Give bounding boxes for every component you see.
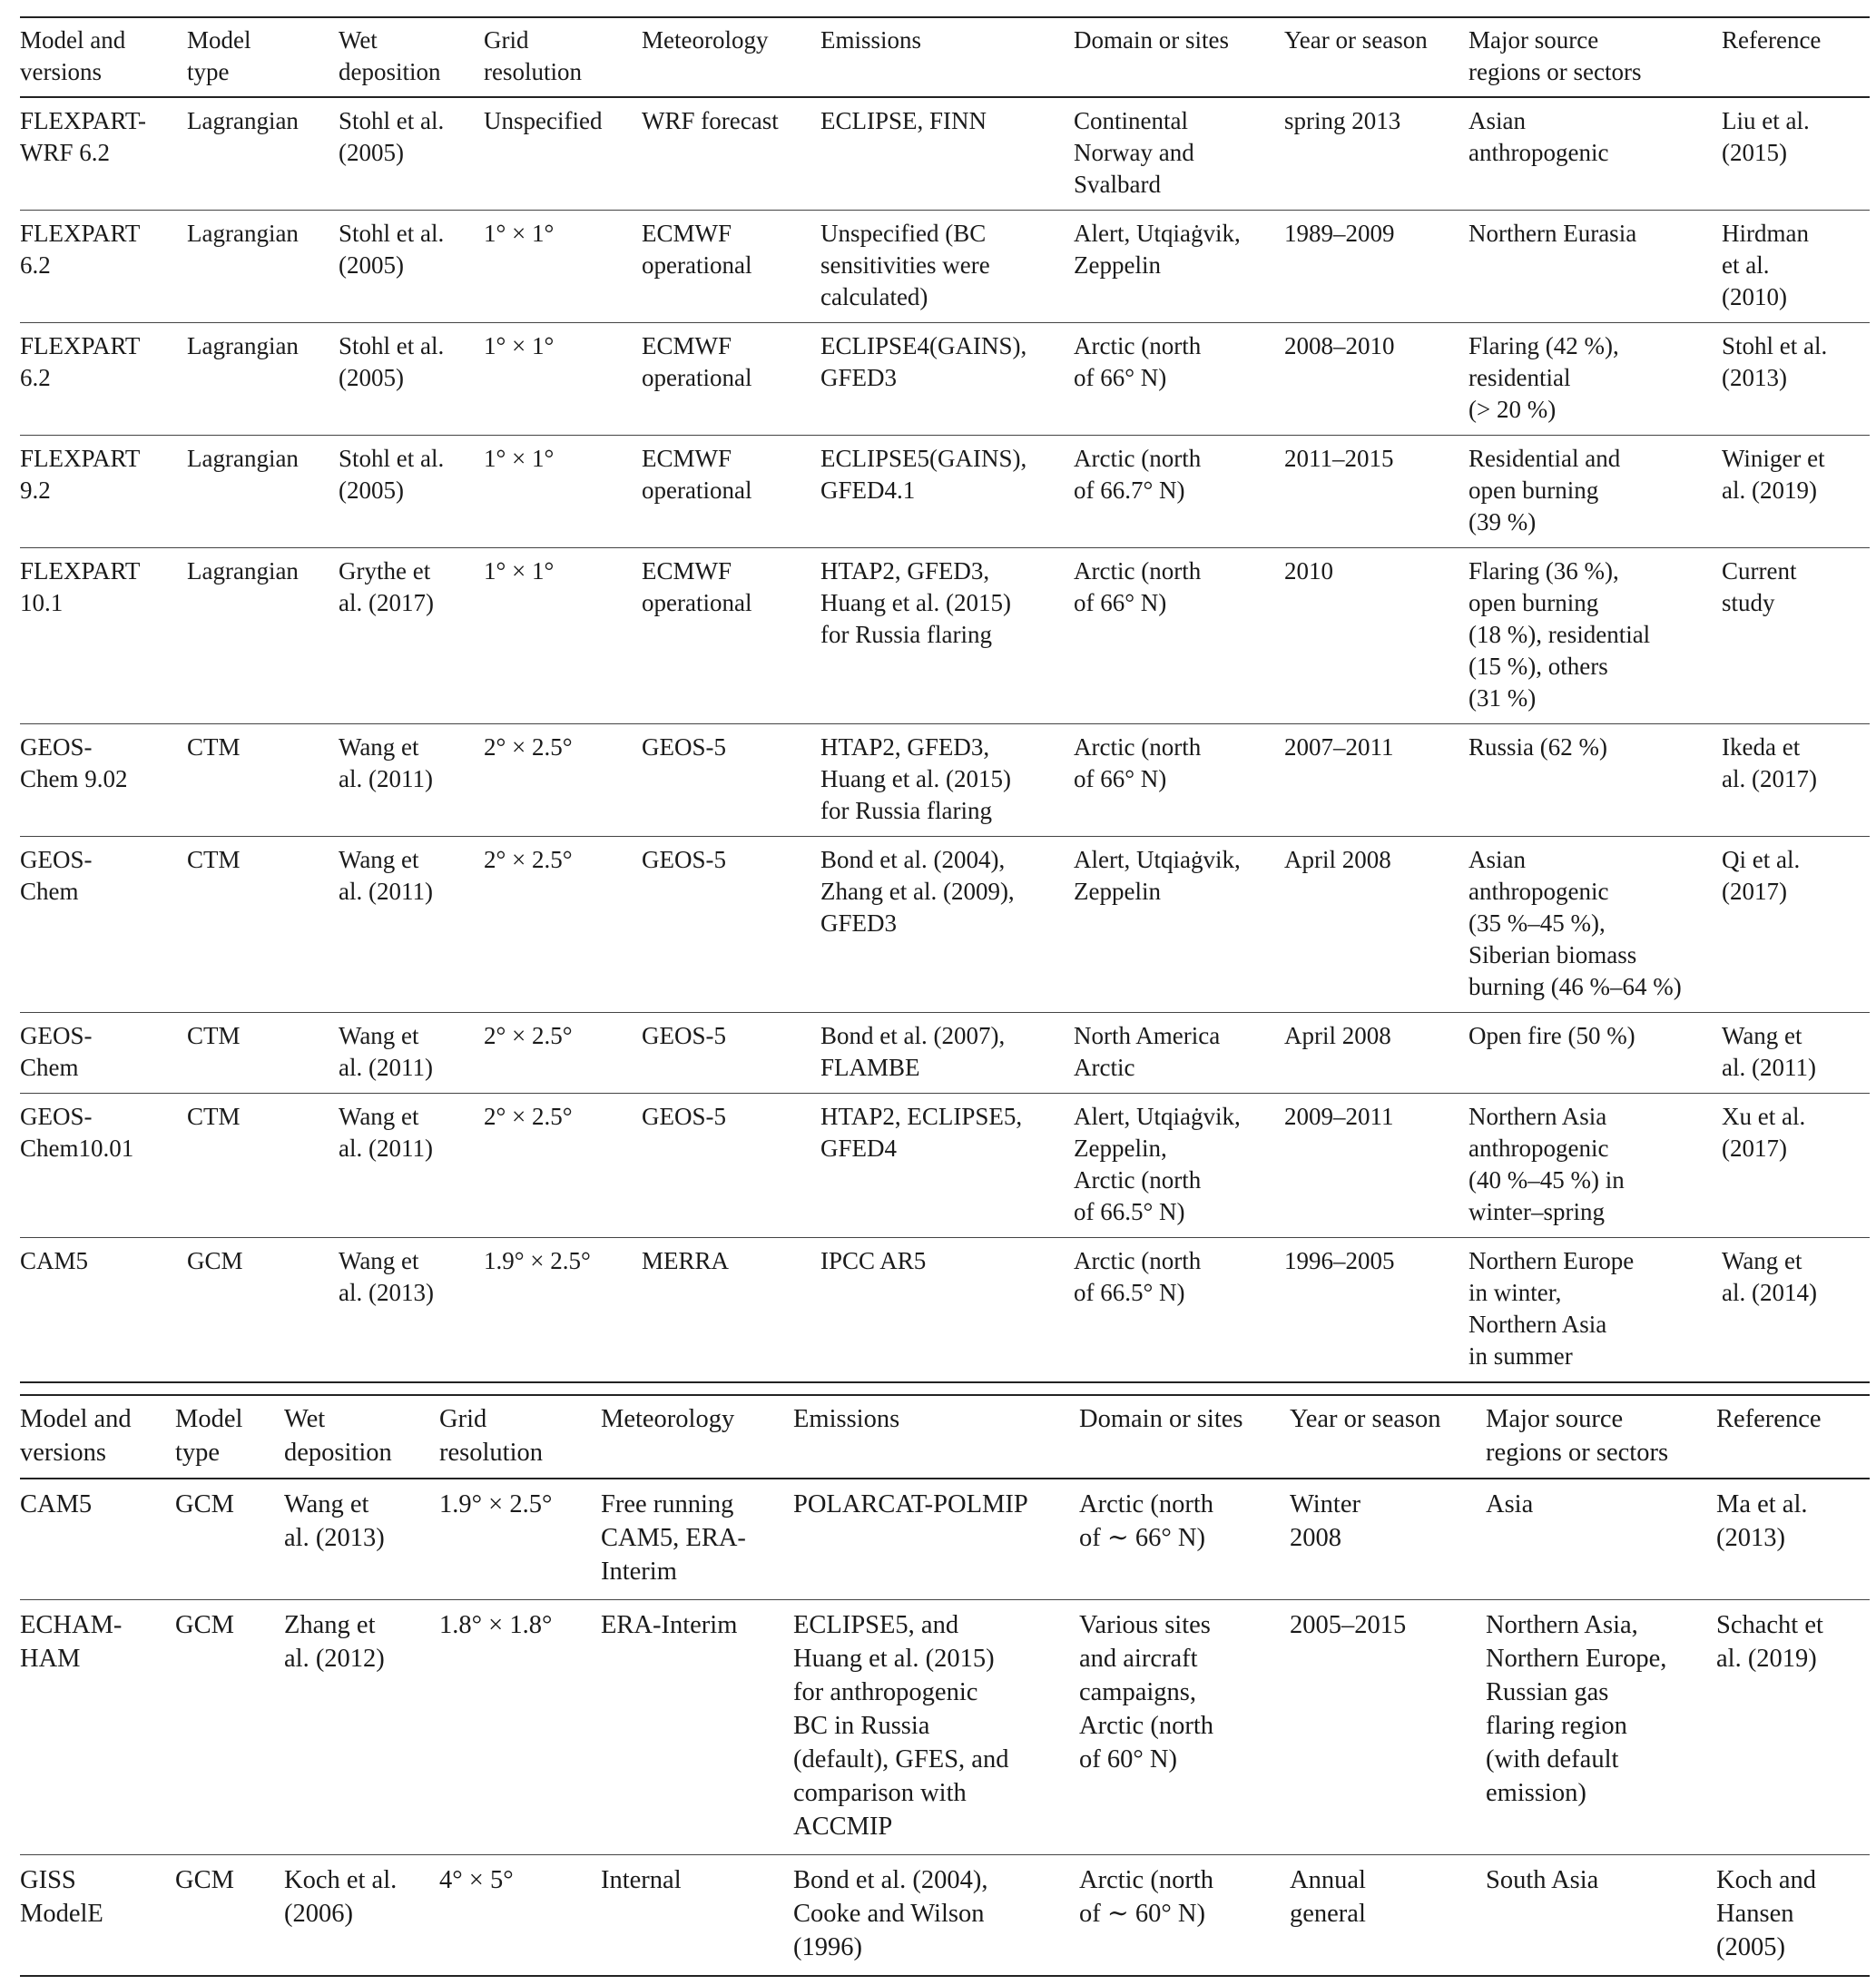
column-header-reference: Reference [1722, 26, 1822, 54]
column-header-sources: Major source regions or sectors [1468, 26, 1642, 85]
table-cell: 4° × 5° [439, 1866, 514, 1894]
table-cell: Schacht et al. (2019) [1716, 1611, 1823, 1673]
table-cell: Ma et al. (2013) [1716, 1490, 1808, 1552]
table-row [20, 1855, 1870, 1977]
table-cell: Winiger et al. (2019) [1722, 445, 1825, 504]
column-header-wet-deposition: Wet deposition [339, 26, 441, 85]
table-cell: Wang et al. (2013) [339, 1247, 434, 1306]
table-cell: GEOS-5 [642, 1022, 726, 1049]
table-cell: Winter 2008 [1290, 1490, 1360, 1552]
table-cell: Arctic (north of 66° N) [1074, 332, 1202, 391]
table-header-row [20, 1395, 1870, 1479]
model-comparison-table-part-2 [20, 1394, 1870, 1977]
table-row [20, 211, 1870, 323]
table-cell: Arctic (north of ∼ 66° N) [1079, 1490, 1213, 1552]
table-cell: Ikeda et al. (2017) [1722, 733, 1817, 792]
table-cell: Asia [1486, 1490, 1534, 1518]
column-header-emissions: Emissions [820, 26, 922, 54]
table-cell: 1° × 1° [484, 332, 555, 359]
table-cell: HTAP2, GFED3, Huang et al. (2015) for Russia flaring [820, 733, 1011, 824]
table-cell: 2008–2010 [1284, 332, 1395, 359]
table-cell: Wang et al. (2011) [339, 1103, 433, 1162]
column-header-model-type: Model type [175, 1405, 243, 1467]
table-cell: GCM [175, 1611, 234, 1639]
table-cell: ECMWF operational [642, 220, 752, 279]
table-cell: Wang et al. (2011) [339, 1022, 433, 1081]
column-header-wet-deposition: Wet deposition [284, 1405, 392, 1467]
table-cell: CTM [187, 1022, 241, 1049]
column-header-meteorology: Meteorology [642, 26, 769, 54]
table-cell: Northern Europe in winter, Northern Asia in summer [1468, 1247, 1635, 1370]
table-cell: Current study [1722, 557, 1797, 616]
table-cell: Koch and Hansen (2005) [1716, 1866, 1817, 1961]
table-cell: CTM [187, 733, 241, 761]
table-cell: Wang et al. (2013) [284, 1490, 385, 1552]
column-header-domain: Domain or sites [1079, 1405, 1243, 1433]
table-row [20, 724, 1870, 837]
table-cell: GEOS-5 [642, 733, 726, 761]
table-cell: Alert, Utqiaġvik, Zeppelin [1074, 846, 1241, 905]
table-cell: April 2008 [1284, 1022, 1391, 1049]
table-cell: Flaring (42 %), residential (> 20 %) [1468, 332, 1619, 423]
table-cell: GEOS- Chem [20, 1022, 93, 1081]
column-header-model: Model and versions [20, 1405, 132, 1467]
column-header-emissions: Emissions [793, 1405, 900, 1433]
table-cell: April 2008 [1284, 846, 1391, 873]
table-cell: Annual general [1290, 1866, 1366, 1928]
table-cell: Residential and open burning (39 %) [1468, 445, 1621, 536]
table-cell: 2005–2015 [1290, 1611, 1407, 1639]
table-cell: Alert, Utqiaġvik, Zeppelin, Arctic (north of 66.5° N) [1074, 1103, 1241, 1225]
table-cell: Stohl et al. (2005) [339, 332, 445, 391]
table-cell: Unspecified (BC sensitivities were calculated) [820, 220, 990, 310]
column-header-domain: Domain or sites [1074, 26, 1229, 54]
table-cell: GISS ModelE [20, 1866, 103, 1928]
table-cell: 1996–2005 [1284, 1247, 1395, 1274]
table-cell: 1° × 1° [484, 220, 555, 247]
table-cell: GEOS- Chem [20, 846, 93, 905]
table-cell: CAM5 [20, 1490, 93, 1518]
table-cell: FLEXPART 6.2 [20, 220, 141, 279]
table-cell: Stohl et al. (2005) [339, 220, 445, 279]
table-cell: FLEXPART 6.2 [20, 332, 141, 391]
column-header-meteorology: Meteorology [601, 1405, 735, 1433]
table-row [20, 837, 1870, 1013]
table-cell: Wang et al. (2011) [339, 733, 433, 792]
table-cell: Flaring (36 %), open burning (18 %), residential (15 %), others (31 %) [1468, 557, 1651, 712]
table-header-row [20, 17, 1870, 97]
table-cell: Free running CAM5, ERA- Interim [601, 1490, 746, 1586]
table-cell: ECLIPSE5(GAINS), GFED4.1 [820, 445, 1027, 504]
table-cell: FLEXPART- WRF 6.2 [20, 107, 146, 166]
table-cell: spring 2013 [1284, 107, 1401, 134]
model-comparison-table-part-1 [20, 16, 1870, 1383]
table-cell: Stohl et al. (2005) [339, 445, 445, 504]
table-cell: GEOS-5 [642, 846, 726, 873]
table-cell: CTM [187, 846, 241, 873]
table-cell: ECLIPSE, FINN [820, 107, 987, 134]
table-row [20, 548, 1870, 724]
table-cell: Open fire (50 %) [1468, 1022, 1635, 1049]
table-cell: 2010 [1284, 557, 1333, 585]
table-cell: 1.9° × 2.5° [484, 1247, 591, 1274]
table-cell: 1° × 1° [484, 557, 555, 585]
table-cell: Arctic (north of 66.5° N) [1074, 1247, 1202, 1306]
table-row [20, 323, 1870, 436]
table-cell: Stohl et al. (2013) [1722, 332, 1828, 391]
table-cell: ERA-Interim [601, 1611, 738, 1639]
table-cell: ECMWF operational [642, 445, 752, 504]
table-row [20, 1600, 1870, 1855]
table-row [20, 97, 1870, 211]
column-header-year: Year or season [1284, 26, 1428, 54]
table-cell: Internal [601, 1866, 682, 1894]
table-cell: Wang et al. (2014) [1722, 1247, 1817, 1306]
table-cell: Northern Asia anthropogenic (40 %–45 %) in winter–spring [1468, 1103, 1625, 1225]
table-cell: Xu et al. (2017) [1722, 1103, 1806, 1162]
column-header-model-type: Model type [187, 26, 251, 85]
table-cell: Bond et al. (2004), Zhang et al. (2009), GFED3 [820, 846, 1015, 937]
table-cell: Wang et al. (2011) [1722, 1022, 1816, 1081]
table-cell: HTAP2, GFED3, Huang et al. (2015) for Russia flaring [820, 557, 1011, 648]
table-cell: Qi et al. (2017) [1722, 846, 1801, 905]
table-row [20, 436, 1870, 548]
table-cell: 2° × 2.5° [484, 1103, 573, 1130]
table-cell: GEOS-5 [642, 1103, 726, 1130]
table-cell: Lagrangian [187, 332, 299, 359]
table-cell: Lagrangian [187, 557, 299, 585]
table-row [20, 1238, 1870, 1383]
column-header-grid-resolution: Grid resolution [439, 1405, 543, 1467]
table-cell: 2009–2011 [1284, 1103, 1394, 1130]
table-cell: 1.9° × 2.5° [439, 1490, 553, 1518]
table-cell: 2011–2015 [1284, 445, 1394, 472]
column-header-reference: Reference [1716, 1405, 1822, 1433]
table-cell: Lagrangian [187, 220, 299, 247]
table-row [20, 1479, 1870, 1600]
table-cell: 1989–2009 [1284, 220, 1395, 247]
table-cell: 2° × 2.5° [484, 1022, 573, 1049]
table-cell: CAM5 [20, 1247, 89, 1274]
table-cell: GCM [187, 1247, 243, 1274]
table-cell: FLEXPART 9.2 [20, 445, 141, 504]
table-cell: Hirdman et al. (2010) [1722, 220, 1809, 310]
table-cell: ECMWF operational [642, 557, 752, 616]
table-cell: Arctic (north of ∼ 60° N) [1079, 1866, 1213, 1928]
table-cell: Grythe et al. (2017) [339, 557, 434, 616]
table-cell: Bond et al. (2004), Cooke and Wilson (1996) [793, 1866, 988, 1961]
table-cell: Lagrangian [187, 107, 299, 134]
table-cell: 2007–2011 [1284, 733, 1394, 761]
table-cell: Koch et al. (2006) [284, 1866, 398, 1928]
table-cell: South Asia [1486, 1866, 1599, 1894]
table-cell: HTAP2, ECLIPSE5, GFED4 [820, 1103, 1023, 1162]
table-cell: Unspecified [484, 107, 603, 134]
table-row [20, 1013, 1870, 1094]
table-cell: GCM [175, 1490, 234, 1518]
column-header-grid-resolution: Grid resolution [484, 26, 582, 85]
table-cell: GCM [175, 1866, 234, 1894]
table-cell: Northern Asia, Northern Europe, Russian gas flaring region (with default emission) [1486, 1611, 1667, 1807]
table-cell: Wang et al. (2011) [339, 846, 433, 905]
table-cell: WRF forecast [642, 107, 779, 134]
table-cell: ECMWF operational [642, 332, 752, 391]
table-cell: GEOS- Chem10.01 [20, 1103, 134, 1162]
table-cell: Russia (62 %) [1468, 733, 1607, 761]
table-cell: ECLIPSE4(GAINS), GFED3 [820, 332, 1027, 391]
table-cell: Northern Eurasia [1468, 220, 1637, 247]
table-row [20, 1094, 1870, 1238]
table-cell: Arctic (north of 66° N) [1074, 733, 1202, 792]
table-cell: Arctic (north of 66° N) [1074, 557, 1202, 616]
table-cell: Stohl et al. (2005) [339, 107, 445, 166]
table-cell: Alert, Utqiaġvik, Zeppelin [1074, 220, 1241, 279]
table-cell: 1° × 1° [484, 445, 555, 472]
table-cell: POLARCAT-POLMIP [793, 1490, 1028, 1518]
table-cell: 2° × 2.5° [484, 733, 573, 761]
table-cell: North America Arctic [1074, 1022, 1221, 1081]
table-cell: Asian anthropogenic (35 %–45 %), Siberian biomass burning (46 %–64 %) [1468, 846, 1682, 1000]
table-cell: MERRA [642, 1247, 730, 1274]
table-cell: 1.8° × 1.8° [439, 1611, 553, 1639]
table-cell: ECLIPSE5, and Huang et al. (2015) for anthropogenic BC in Russia (default), GFES, and comparison with ACCMIP [793, 1611, 1009, 1841]
table-cell: Liu et al. (2015) [1722, 107, 1810, 166]
table-cell: Lagrangian [187, 445, 299, 472]
table-cell: GEOS- Chem 9.02 [20, 733, 128, 792]
table-cell: Bond et al. (2007), FLAMBE [820, 1022, 1006, 1081]
table-cell: 2° × 2.5° [484, 846, 573, 873]
table-cell: Arctic (north of 66.7° N) [1074, 445, 1202, 504]
table-cell: Continental Norway and Svalbard [1074, 107, 1194, 198]
column-header-model: Model and versions [20, 26, 126, 85]
table-cell: FLEXPART 10.1 [20, 557, 141, 616]
table-cell: Various sites and aircraft campaigns, Arctic (north of 60° N) [1079, 1611, 1213, 1774]
table-cell: IPCC AR5 [820, 1247, 927, 1274]
table-cell: ECHAM- HAM [20, 1611, 123, 1673]
column-header-sources: Major source regions or sectors [1486, 1405, 1669, 1467]
table-cell: CTM [187, 1103, 241, 1130]
table-cell: Zhang et al. (2012) [284, 1611, 385, 1673]
column-header-year: Year or season [1290, 1405, 1441, 1433]
table-cell: Asian anthropogenic [1468, 107, 1609, 166]
